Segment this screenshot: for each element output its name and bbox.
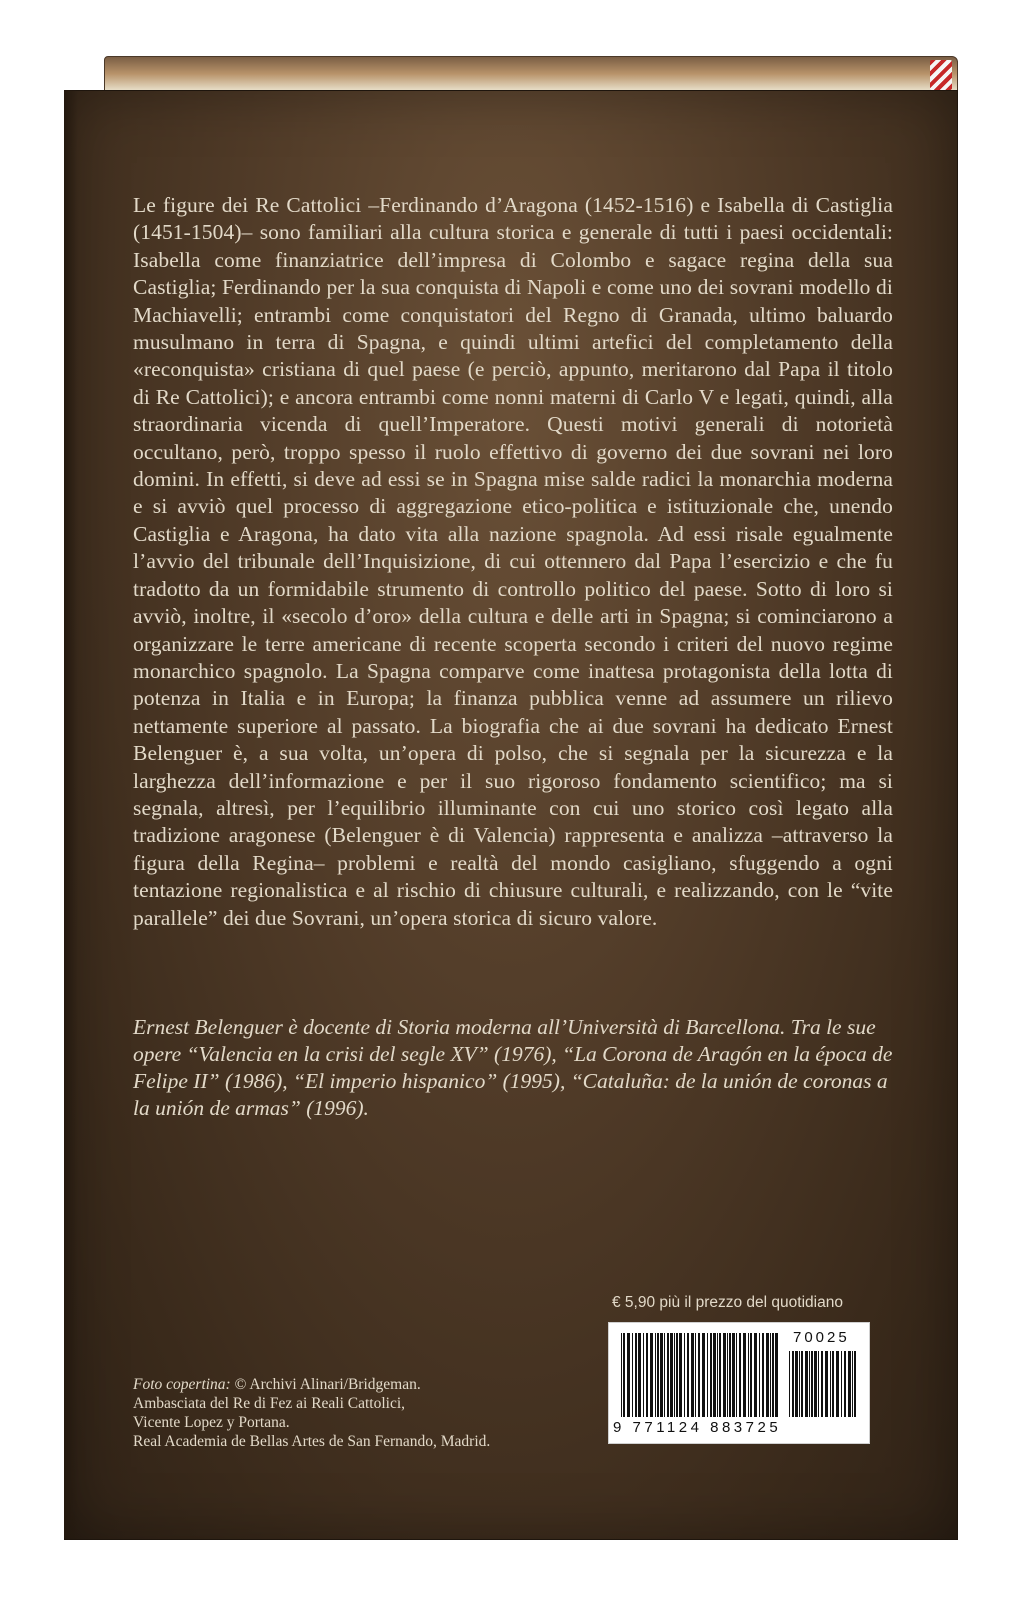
credits-line: Ambasciata del Re di Fez ai Reali Cattolici, bbox=[133, 1395, 406, 1412]
barcode-bar bbox=[844, 1351, 846, 1417]
barcode-bar bbox=[687, 1333, 689, 1417]
barcode-bar bbox=[691, 1333, 694, 1417]
spine-shadow bbox=[64, 90, 78, 1538]
barcode-bar bbox=[814, 1351, 817, 1417]
credits-line: Real Academia de Bellas Artes de San Fernando, Madrid. bbox=[133, 1433, 491, 1450]
barcode-bar bbox=[676, 1333, 678, 1417]
credits-first-line bbox=[133, 1375, 593, 1394]
barcode-bar bbox=[821, 1351, 823, 1417]
barcode-bar bbox=[679, 1333, 682, 1417]
barcode-bar bbox=[732, 1333, 735, 1417]
barcode-bar bbox=[702, 1333, 705, 1417]
barcode-bar bbox=[818, 1351, 819, 1417]
barcode-bar bbox=[830, 1351, 831, 1417]
barcode-bar bbox=[775, 1333, 778, 1417]
barcode-bar bbox=[825, 1351, 828, 1417]
barcode-bar bbox=[667, 1333, 669, 1417]
barcode-bar bbox=[657, 1333, 659, 1417]
barcode-bar bbox=[770, 1333, 771, 1417]
barcode-bar bbox=[729, 1333, 731, 1417]
barcode-bar bbox=[736, 1333, 737, 1417]
price-note: € 5,90 più il prezzo del quotidiano bbox=[612, 1294, 843, 1311]
barcode-bar bbox=[766, 1333, 769, 1417]
barcode-digits: 9 771124 883725 bbox=[613, 1419, 782, 1436]
barcode-bar bbox=[805, 1351, 808, 1417]
barcode-bar bbox=[698, 1333, 700, 1417]
barcode-bar bbox=[754, 1333, 757, 1417]
barcode-bar bbox=[621, 1333, 622, 1417]
barcode-bar bbox=[809, 1351, 810, 1417]
barcode-bar bbox=[854, 1351, 856, 1417]
barcode-bar bbox=[841, 1351, 842, 1417]
barcode-bar bbox=[727, 1333, 728, 1417]
barcode-addon-bars bbox=[789, 1351, 859, 1417]
barcode-bars bbox=[621, 1333, 781, 1417]
barcode-bar bbox=[670, 1333, 673, 1417]
photo-credits bbox=[133, 1375, 593, 1451]
barcode-bar bbox=[717, 1333, 718, 1417]
barcode-bar bbox=[848, 1351, 851, 1417]
barcode-bar bbox=[713, 1333, 716, 1417]
barcode-bar bbox=[762, 1333, 764, 1417]
barcode-bar bbox=[743, 1333, 746, 1417]
barcode bbox=[608, 1322, 870, 1444]
barcode-bar bbox=[719, 1333, 721, 1417]
credits-line: Vicente Lopez y Portana. bbox=[133, 1414, 290, 1431]
barcode-addon-digits: 70025 bbox=[793, 1329, 850, 1346]
barcode-bar bbox=[684, 1333, 685, 1417]
barcode-bar bbox=[660, 1333, 663, 1417]
barcode-bar bbox=[632, 1333, 633, 1417]
barcode-bar bbox=[635, 1333, 637, 1417]
barcode-bar bbox=[707, 1333, 708, 1417]
barcode-bar bbox=[710, 1333, 712, 1417]
barcode-bar bbox=[664, 1333, 665, 1417]
barcode-bar bbox=[836, 1351, 839, 1417]
barcode-bar bbox=[801, 1351, 803, 1417]
barcode-bar bbox=[852, 1351, 853, 1417]
barcode-bar bbox=[646, 1333, 648, 1417]
barcode-bar bbox=[750, 1333, 752, 1417]
barcode-bar bbox=[748, 1333, 749, 1417]
barcode-bar bbox=[789, 1351, 790, 1417]
barcode-bar bbox=[739, 1333, 741, 1417]
barcode-bar bbox=[792, 1351, 794, 1417]
barcode-bar bbox=[623, 1333, 625, 1417]
barcode-bar bbox=[811, 1351, 813, 1417]
barcode-bar bbox=[832, 1351, 834, 1417]
barcode-bar bbox=[772, 1333, 774, 1417]
barcode-bar bbox=[655, 1333, 656, 1417]
barcode-bar bbox=[638, 1333, 641, 1417]
barcode-bar bbox=[643, 1333, 644, 1417]
barcode-bar bbox=[723, 1333, 726, 1417]
barcode-bar bbox=[674, 1333, 675, 1417]
credits-label: Foto copertina: bbox=[133, 1376, 231, 1393]
credits-copyright: © Archivi Alinari/Bridgeman. bbox=[234, 1376, 421, 1393]
author-bio: Ernest Belenguer è docente di Storia moderna all’Università di Barcellona. Tra le sue opere “Valencia en la crisi del segle XV” (1976), “La Corona de Aragón en la época de Felipe II” (1986), “El imperio hispanico” (1995), “Cataluña: de la unión de coronas a la unión de armas” (1996). bbox=[133, 1015, 893, 1120]
ribbon-bookmark bbox=[930, 60, 952, 90]
barcode-bar bbox=[795, 1351, 798, 1417]
barcode-bar bbox=[627, 1333, 630, 1417]
barcode-bar bbox=[759, 1333, 760, 1417]
barcode-bar bbox=[695, 1333, 696, 1417]
barcode-bar bbox=[799, 1351, 800, 1417]
blurb-text: Le figure dei Re Cattolici –Ferdinando d’Aragona (1452-1516) e Isabella di Castiglia (1451-1504)– sono familiari alla cultura storica e generale di tutti i paesi occidentali: Isabella come finanziatrice dell’impresa di Colombo e sagace regina della sua Castiglia; Ferdinando per la sua conquista di Napoli e come uno dei sovrani modello di Machiavelli; entrambi come conquistatori del Regno di Granada, ultimo baluardo musulmano in terra di Spagna, e quindi ultimi artefici del completamento della «reconquista» cristiana di quel paese (e perciò, appunto, meritarono dal Papa il titolo di Re Cattolici); e ancora entrambi come nonni materni di Carlo V e legati, quindi, alla straordinaria vicenda di quell’Imperatore. Questi motivi generali di notorietà occultano, però, troppo spesso il ruolo effettivo di governo dei due sovrani nei loro domini. In effetti, si deve ad essi se in Spagna mise salde radici la monarchia moderna e si avviò quel processo di aggregazione etico-politica e istituzionale che, unendo Castiglia e Aragona, ha dato vita alla nazione spagnola. Ad essi risale egualmente l’avvio del tribunale dell’Inquisizione, di cui ottennero dal Papa l’esercizio e che fu tradotto da un formidabile strumento di controllo politico del paese. Sotto di loro si avviò, inoltre, il «secolo d’oro» della cultura e delle arti in Spagna; si cominciarono a organizzare le terre americane di recente scoperta secondo i criteri del nuovo regime monarchico spagnolo. La Spagna comparve come inattesa protagonista della lotta di potenza in Italia e in Europa; la finanza pubblica venne ad assumere un rilievo nettamente superiore al passato. La biografia che ai due sovrani ha dedicato Ernest Belenguer è, a sua volta, un’opera di polso, che si segnala per la sicurezza e la larghezza dell’informazione e per il suo rigoroso fondamento scientifico; ma si segnala, altresì, per l’equilibrio illuminante con cui uno storico così legato alla tradizione aragonese (Belenguer è di Valencia) rappresenta e analizza –attraverso la figura della Regina– problemi e realtà del mondo casigliano, sfuggendo a ogni tentazione regionalistica e al rischio di chiusure culturali, e realizzando, con le “vite parallele” dei due Sovrani, un’opera storica di sicuro valore. bbox=[133, 193, 893, 930]
barcode-bar bbox=[650, 1333, 653, 1417]
